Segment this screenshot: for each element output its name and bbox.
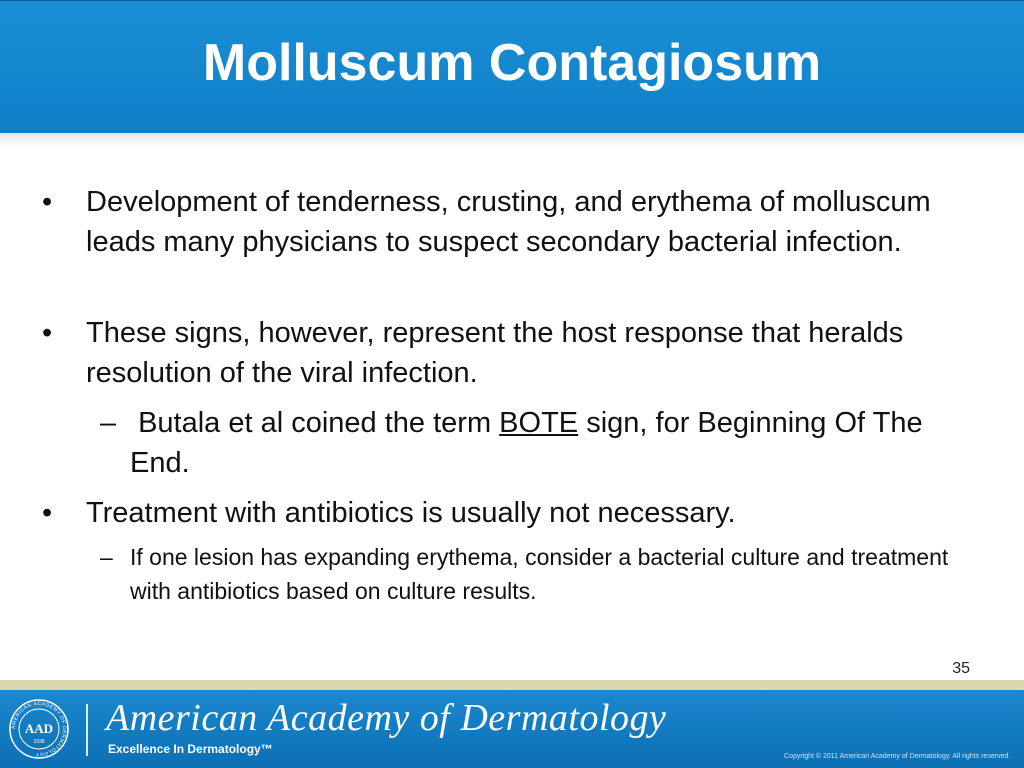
bullet-item: [42, 182, 966, 262]
title-bar-shadow: [0, 133, 1024, 147]
sub-bullet-text-after: sign, for Beginning Of The End.: [130, 407, 923, 479]
bullet-text: Treatment with antibiotics is usually not necessary.: [86, 497, 736, 529]
footer-stripe: [0, 680, 1024, 690]
bullet-text: Development of tenderness, crusting, and erythema of molluscum leads many physicians to suspect secondary bacterial infection.: [86, 186, 931, 258]
sub-bullet-marker: –: [100, 544, 113, 570]
page-number: 35: [952, 660, 970, 677]
bullet-marker: •: [42, 317, 53, 349]
slide-title: Molluscum Contagiosum: [202, 34, 822, 92]
bullet-item: [42, 313, 966, 393]
aad-seal-logo: [8, 698, 70, 760]
footer-divider: [86, 704, 88, 756]
seal-initials: AAD: [24, 721, 54, 736]
bullet-marker: •: [42, 186, 53, 218]
sub-bullet-text: If one lesion has expanding erythema, consider a bacterial culture and treatment with antibiotics based on culture results.: [130, 544, 949, 604]
organization-name: American Academy of Dermatology: [106, 697, 667, 739]
bullet-text: These signs, however, represent the host response that heralds resolution of the viral infection.: [86, 317, 904, 389]
footer-bar: [0, 690, 1024, 768]
sub-bullet-item: [100, 403, 970, 483]
seal-year: 1938: [33, 739, 45, 745]
sub-bullet-text-before: Butala et al coined the term: [130, 407, 500, 439]
bullet-marker: •: [42, 497, 53, 529]
bullet-item: [42, 493, 966, 533]
sub-bullet-marker: –: [100, 407, 117, 439]
sub-bullet-item: [100, 540, 990, 608]
title-bar: [0, 0, 1024, 134]
bote-term: BOTE: [499, 407, 579, 439]
seal-ring-text: AMERICAN ACADEMY OF DERMATOLOGY: [10, 700, 68, 758]
organization-tagline: Excellence In Dermatology™: [108, 742, 273, 756]
copyright-notice: Copyright © 2011 American Academy of Dermatology. All rights reserved.: [784, 753, 1011, 760]
